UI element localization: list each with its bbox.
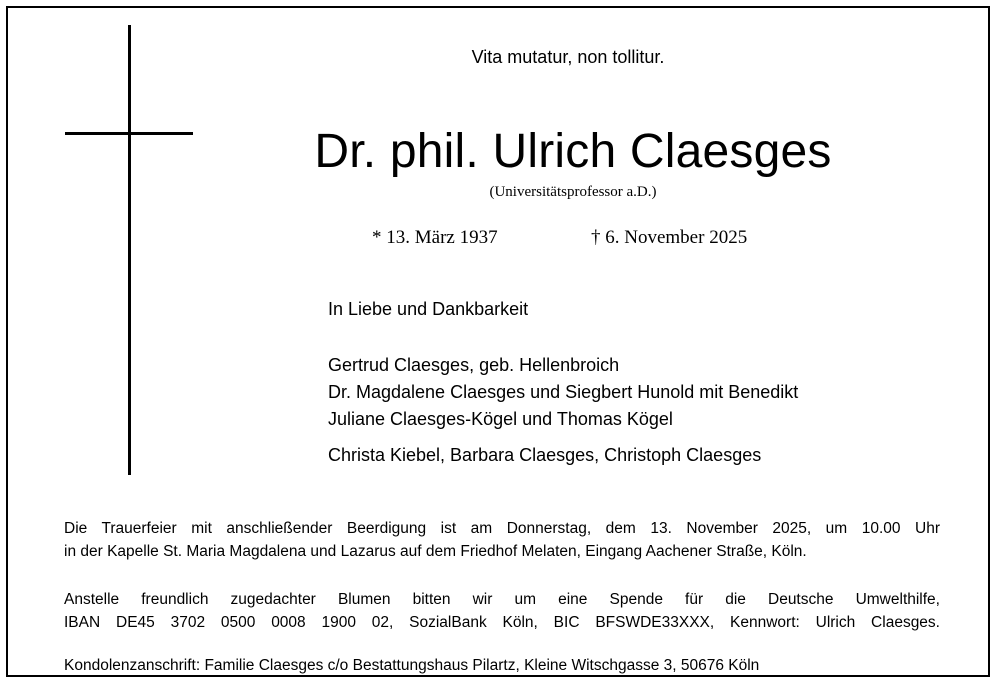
mourner-line: Gertrud Claesges, geb. Hellenbroich (328, 355, 620, 375)
deceased-name: Dr. phil. Ulrich Claesges (314, 125, 832, 178)
mourner-line: Juliane Claesges-Kögel und Thomas Kögel (328, 409, 673, 429)
ceremony-line: Die Trauerfeier mit anschließender Beerdigung ist am Donnerstag, dem 13. November 2025, um 10.00 Uhr (64, 520, 940, 537)
condolence-address: Kondolenzanschrift: Familie Claesges c/o Bestattungshaus Pilartz, Kleine Witschgasse 3, 50676 Köln (64, 657, 760, 674)
death-date: † 6. November 2025 (591, 227, 748, 248)
donation-line: Anstelle freundlich zugedachter Blumen bitten wir um eine Spende für die Deutsche Umwelthilfe, (64, 591, 940, 608)
motto: Vita mutatur, non tollitur. (471, 47, 665, 67)
ceremony-paragraph (64, 517, 940, 563)
birth-date: * 13. März 1937 (372, 227, 498, 248)
deceased-title: (Universitätsprofessor a.D.) (489, 184, 657, 200)
mourner-line: Christa Kiebel, Barbara Claesges, Christoph Claesges (328, 445, 762, 465)
love-line: In Liebe und Dankbarkeit (328, 299, 529, 319)
mourner-line: Dr. Magdalene Claesges und Siegbert Hunold mit Benedikt (328, 382, 799, 402)
donation-line: IBAN DE45 3702 0500 0008 1900 02, SozialBank Köln, BIC BFSWDE33XXX, Kennwort: Ulrich Claesges. (64, 614, 940, 631)
ceremony-line: in der Kapelle St. Maria Magdalena und Lazarus auf dem Friedhof Melaten, Eingang Aachener Straße, Köln. (64, 543, 807, 560)
cross-icon-horizontal-bar (65, 132, 193, 135)
cross-icon-vertical-bar (128, 25, 131, 475)
obituary-notice (6, 6, 990, 677)
donation-paragraph (64, 588, 940, 634)
mourners-section (328, 296, 928, 469)
